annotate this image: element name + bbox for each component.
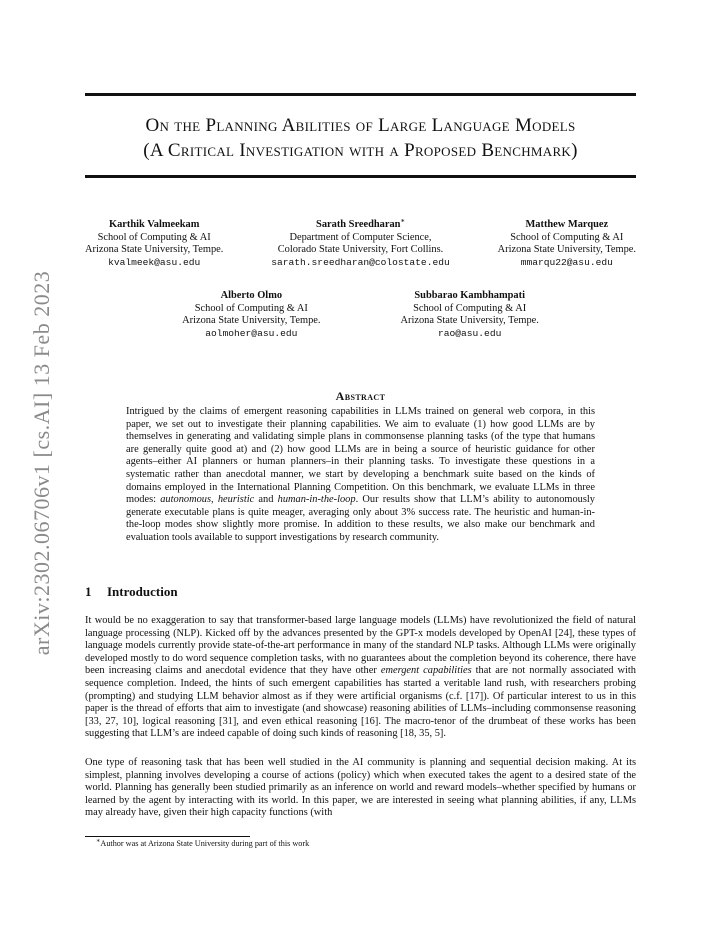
intro-paragraph-1: It would be no exaggeration to say that transformer-based large language models (LLMs) have revolutionized the field of natural language processing (NLP). Kicked off by the advances presented by the GPT-x models developed by OpenAI [24], these types of language models currently provide state-of-the-art performance in many of the standard NLP tasks. Although LLMs were originally developed mostly to do word sequence completion tasks, with no guarantees about the completion beyond its coherence, there have been increasing claims and anecdotal evidence that they have other emergent capabilities that are not normally associated with sequence completion. Indeed, the hints of such emergent capabilities has started a veritable land rush, with researchers probing (prompting) and studying LLM behavior almost as if they were artificial organisms (c.f. [17]). Of particular interest to us in this paper is the thread of efforts that aim to investigate (and showcase) reasoning abilities of LLMs–including commonsense reasoning [33, 27, 10], logical reasoning [31], and even ethical reasoning [16]. The macro-tenor of the drumbeat of these works has been suggesting that LLM’s are indeed capable of doing such kinds of reasoning [18, 35, 5]. (85, 615, 636, 740)
author-name: Matthew Marquez (525, 219, 609, 230)
author-affiliation: School of Computing & AI (510, 231, 624, 243)
author-row-1 (85, 219, 636, 269)
title-top-rule (85, 93, 636, 96)
author-row-2 (85, 290, 636, 340)
author-affiliation: Arizona State University, Tempe. (400, 315, 539, 327)
arxiv-identifier: arXiv:2302.06706v1 [cs.AI] 13 Feb 2023 (29, 270, 54, 656)
author-affiliation: School of Computing & AI (194, 302, 308, 314)
section-title: Introduction (107, 584, 178, 599)
paper-title (85, 113, 636, 163)
author-block (85, 219, 223, 269)
author-block (182, 290, 320, 340)
author-affiliation: Arizona State University, Tempe. (182, 315, 321, 327)
author-block (498, 219, 636, 269)
abstract-body: Intrigued by the claims of emergent reasoning capabilities in LLMs trained on general web corpora, in this paper, we set out to investigate their planning capabilities. We aim to evaluate (1) how good LLMs are by themselves in generating and validating simple plans in commonsense planning tasks (of the type that humans are generally quite good at) and (2) how good LLMs are in being a source of heuristic guidance for other agents–either AI planners or human planners–in their planning tasks. To investigate these questions in a systematic rather than anecdotal manner, we start by developing a benchmark suite based on the kinds of domains employed in the International Planning Competition. On this benchmark, we evaluate LLMs in three modes: autonomous, heuristic and human-in-the-loop. Our results show that LLM’s ability to autonomously generate executable plans is quite meager, averaging only about 3% success rate. The heuristic and human-in-the-loop modes show slightly more promise. In addition to these results, we also make our benchmark and evaluation tools available to support investigations by research community. (126, 406, 596, 543)
title-bottom-rule (85, 175, 636, 178)
footnote: ∗Author was at Arizona State University during part of this work (96, 837, 310, 848)
author-affiliation: Arizona State University, Tempe. (85, 244, 224, 256)
author-email: aolmoher@asu.edu (205, 327, 298, 339)
author-email: kvalmeek@asu.edu (108, 256, 201, 268)
author-email: rao@asu.edu (438, 327, 502, 339)
section-number: 1 (85, 584, 92, 599)
author-email: sarath.sreedharan@colostate.edu (271, 256, 450, 268)
author-name: Karthik Valmeekam (109, 219, 200, 230)
author-name: Alberto Olmo (220, 290, 283, 301)
author-name: Subbarao Kambhampati (414, 290, 525, 301)
author-affiliation: School of Computing & AI (413, 302, 527, 314)
footnote-marker: ∗ (96, 837, 101, 845)
author-email: mmarqu22@asu.edu (520, 256, 613, 268)
title-line-2: (A Critical Investigation with a Proposed Benchmark) (143, 140, 578, 161)
intro-paragraph-2: One type of reasoning task that has been well studied in the AI community is planning and sequential decision making. At its simplest, planning involves developing a course of actions (policy) which when executed takes the agent to a desired state of the world. Planning has generally been studied primarily as an inference on world and reward models–whether specified by humans or learned by the agent by interacting with its world. In this paper, we are interested in seeing what planning abilities, if any, LLMs may already have, given their high capacity functions (with (85, 757, 636, 819)
abstract-heading: Abstract (335, 389, 386, 403)
footnote-marker: ∗ (400, 217, 405, 225)
footnote-rule (85, 836, 250, 837)
author-affiliation: Colorado State University, Fort Collins. (277, 244, 444, 256)
author-block (271, 219, 449, 269)
section-heading (85, 584, 178, 600)
title-line-1: On the Planning Abilities of Large Language Models (145, 115, 576, 136)
author-name: Sarath Sreedharan∗ (316, 217, 405, 230)
author-affiliation: Arizona State University, Tempe. (497, 244, 636, 256)
author-affiliation: School of Computing & AI (97, 231, 211, 243)
author-block (401, 290, 539, 340)
author-affiliation: Department of Computer Science, (289, 231, 432, 243)
